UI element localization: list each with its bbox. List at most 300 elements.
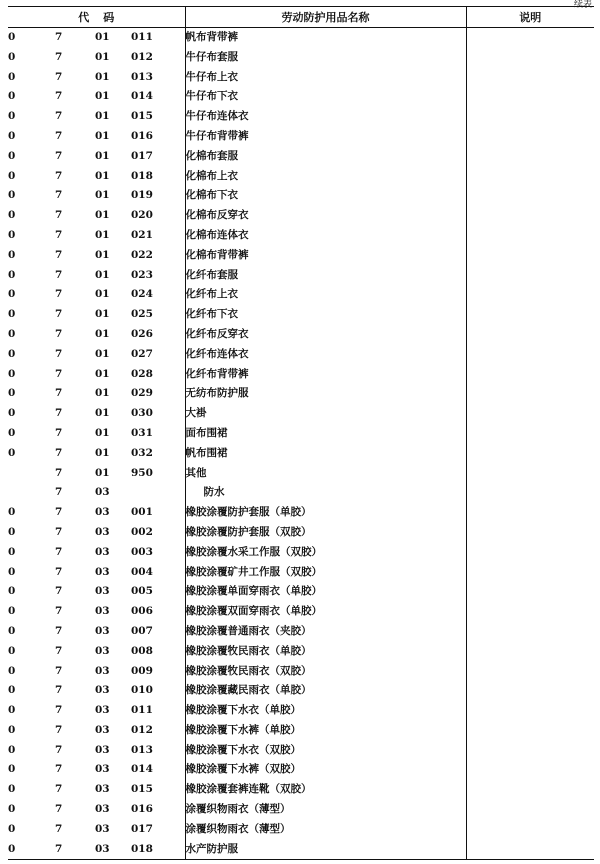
product-name: 化棉布上衣 xyxy=(185,167,466,187)
continued-mark: 续表 xyxy=(573,0,592,10)
code-group: 01 xyxy=(95,110,110,123)
code-digit-2: 7 xyxy=(55,31,63,43)
header-note: 说明 xyxy=(466,7,594,28)
table-row xyxy=(8,107,594,127)
code-digit-1: 0 xyxy=(8,248,16,261)
product-name: 涂覆织物雨衣（薄型） xyxy=(185,820,466,840)
code-group: 03 xyxy=(95,822,110,835)
code-digit-2: 7 xyxy=(55,486,63,499)
code-digit-1: 0 xyxy=(8,664,16,677)
note-cell xyxy=(466,384,594,404)
table-row xyxy=(8,28,594,48)
product-name: 帆布背带裤 xyxy=(185,28,466,48)
code-item: 014 xyxy=(131,87,185,107)
product-name: 牛仔布背带裤 xyxy=(185,127,466,147)
table-row xyxy=(8,206,594,226)
code-group: 01 xyxy=(95,446,110,459)
code-digit-2: 7 xyxy=(55,90,63,103)
code-table xyxy=(8,6,594,860)
code-item: 009 xyxy=(131,662,185,682)
code-digit-2: 7 xyxy=(55,288,63,301)
code-digit-2: 7 xyxy=(55,565,63,578)
code-group: 01 xyxy=(95,90,110,103)
code-digit-1: 0 xyxy=(8,50,16,63)
product-name: 橡胶涂覆下水衣（单胶） xyxy=(185,701,466,721)
code-item: 007 xyxy=(131,622,185,642)
note-cell xyxy=(466,127,594,147)
code-digit-2: 7 xyxy=(55,248,63,261)
code-digit-2: 7 xyxy=(55,387,63,400)
code-digit-1: 0 xyxy=(8,763,16,776)
product-name: 橡胶涂覆水采工作服（双胶） xyxy=(185,543,466,563)
code-group: 03 xyxy=(95,684,110,697)
code-digit-1: 0 xyxy=(8,585,16,598)
code-digit-2: 7 xyxy=(55,783,63,796)
code-digit-2: 7 xyxy=(55,327,63,340)
table-row xyxy=(8,87,594,107)
table-header-row xyxy=(8,7,594,28)
code-group: 01 xyxy=(95,31,110,43)
table-row xyxy=(8,444,594,464)
code-item: 017 xyxy=(131,147,185,167)
code-item: 016 xyxy=(131,800,185,820)
code-group: 01 xyxy=(95,50,110,63)
code-digit-1: 0 xyxy=(8,545,16,558)
code-item: 022 xyxy=(131,246,185,266)
code-group: 01 xyxy=(95,268,110,281)
code-item: 010 xyxy=(131,681,185,701)
code-group: 01 xyxy=(95,129,110,142)
product-name: 水产防护服 xyxy=(185,840,466,860)
code-digit-2: 7 xyxy=(55,684,63,697)
table-row xyxy=(8,602,594,622)
code-digit-2: 7 xyxy=(55,525,63,538)
code-digit-2: 7 xyxy=(55,605,63,618)
code-digit-1: 0 xyxy=(8,605,16,618)
header-code: 代码 xyxy=(8,7,185,28)
code-digit-2: 7 xyxy=(55,763,63,776)
note-cell xyxy=(466,464,594,484)
product-name: 牛仔布下衣 xyxy=(185,87,466,107)
note-cell xyxy=(466,820,594,840)
code-digit-1: 0 xyxy=(8,822,16,835)
code-group: 01 xyxy=(95,426,110,439)
code-group: 03 xyxy=(95,783,110,796)
product-name: 牛仔布上衣 xyxy=(185,68,466,88)
code-item: 031 xyxy=(131,424,185,444)
code-item: 004 xyxy=(131,563,185,583)
table-row xyxy=(8,503,594,523)
code-item: 003 xyxy=(131,543,185,563)
code-item xyxy=(131,483,185,503)
code-group: 01 xyxy=(95,308,110,321)
code-digit-1: 0 xyxy=(8,110,16,123)
code-digit-2: 7 xyxy=(55,743,63,756)
product-name: 橡胶涂覆矿井工作服（双胶） xyxy=(185,563,466,583)
product-name: 橡胶涂覆防护套服（双胶） xyxy=(185,523,466,543)
code-digit-2: 7 xyxy=(55,822,63,835)
code-digit-1: 0 xyxy=(8,684,16,697)
code-digit-1: 0 xyxy=(8,803,16,816)
note-cell xyxy=(466,305,594,325)
code-item: 026 xyxy=(131,325,185,345)
table-row xyxy=(8,48,594,68)
code-group: 01 xyxy=(95,288,110,301)
product-name: 化纤布套服 xyxy=(185,266,466,286)
product-name: 帆布围裙 xyxy=(185,444,466,464)
code-group: 01 xyxy=(95,347,110,360)
product-name: 牛仔布套服 xyxy=(185,48,466,68)
code-digit-2: 7 xyxy=(55,407,63,420)
table-row xyxy=(8,345,594,365)
code-digit-1: 0 xyxy=(8,209,16,222)
product-name: 大褂 xyxy=(185,404,466,424)
code-digit-1 xyxy=(8,483,55,503)
code-group: 03 xyxy=(95,506,110,519)
code-group: 03 xyxy=(95,585,110,598)
code-item: 019 xyxy=(131,186,185,206)
note-cell xyxy=(466,681,594,701)
code-item: 014 xyxy=(131,760,185,780)
code-group: 03 xyxy=(95,743,110,756)
note-cell xyxy=(466,325,594,345)
table-row xyxy=(8,662,594,682)
code-digit-1: 0 xyxy=(8,347,16,360)
code-digit-1: 0 xyxy=(8,90,16,103)
table-row xyxy=(8,325,594,345)
code-item: 015 xyxy=(131,107,185,127)
note-cell xyxy=(466,622,594,642)
note-cell xyxy=(466,444,594,464)
table-row xyxy=(8,582,594,602)
code-digit-2: 7 xyxy=(55,426,63,439)
code-item: 017 xyxy=(131,820,185,840)
code-digit-2: 7 xyxy=(55,308,63,321)
code-item: 013 xyxy=(131,741,185,761)
code-digit-2: 7 xyxy=(55,803,63,816)
product-name: 橡胶涂覆下水衣（双胶） xyxy=(185,741,466,761)
table-row xyxy=(8,404,594,424)
table-row xyxy=(8,365,594,385)
product-name: 橡胶涂覆普通雨衣（夹胶） xyxy=(185,622,466,642)
code-group: 03 xyxy=(95,545,110,558)
note-cell xyxy=(466,28,594,48)
note-cell xyxy=(466,404,594,424)
code-digit-1: 0 xyxy=(8,149,16,162)
code-digit-1: 0 xyxy=(8,624,16,637)
note-cell xyxy=(466,780,594,800)
code-digit-1: 0 xyxy=(8,506,16,519)
code-item: 006 xyxy=(131,602,185,622)
product-name: 涂覆织物雨衣（薄型） xyxy=(185,800,466,820)
code-group: 01 xyxy=(95,209,110,222)
code-digit-1: 0 xyxy=(8,129,16,142)
code-item: 012 xyxy=(131,721,185,741)
note-cell xyxy=(466,107,594,127)
product-name: 化纤布反穿衣 xyxy=(185,325,466,345)
code-digit-1: 0 xyxy=(8,387,16,400)
note-cell xyxy=(466,760,594,780)
code-group: 01 xyxy=(95,189,110,202)
code-group: 03 xyxy=(95,644,110,657)
code-group: 01 xyxy=(95,248,110,261)
code-item: 029 xyxy=(131,384,185,404)
code-item: 018 xyxy=(131,167,185,187)
code-digit-2: 7 xyxy=(55,545,63,558)
table-row xyxy=(8,721,594,741)
product-name: 化棉布连体衣 xyxy=(185,226,466,246)
code-digit-1: 0 xyxy=(8,723,16,736)
note-cell xyxy=(466,543,594,563)
code-group: 01 xyxy=(95,387,110,400)
product-name: 橡胶涂覆牧民雨衣（双胶） xyxy=(185,662,466,682)
code-item: 032 xyxy=(131,444,185,464)
note-cell xyxy=(466,186,594,206)
code-digit-2: 7 xyxy=(55,367,63,380)
code-digit-2: 7 xyxy=(55,347,63,360)
note-cell xyxy=(466,424,594,444)
code-digit-2: 7 xyxy=(55,149,63,162)
code-item: 005 xyxy=(131,582,185,602)
product-name: 橡胶涂覆牧民雨衣（单胶） xyxy=(185,642,466,662)
product-name: 橡胶涂覆防护套服（单胶） xyxy=(185,503,466,523)
note-cell xyxy=(466,206,594,226)
code-group: 03 xyxy=(95,803,110,816)
code-digit-1: 0 xyxy=(8,288,16,301)
code-item: 012 xyxy=(131,48,185,68)
code-digit-2: 7 xyxy=(55,228,63,241)
code-digit-2: 7 xyxy=(55,624,63,637)
product-name: 化纤布背带裤 xyxy=(185,365,466,385)
code-group: 01 xyxy=(95,149,110,162)
code-digit-1: 0 xyxy=(8,327,16,340)
note-cell xyxy=(466,48,594,68)
product-name: 牛仔布连体衣 xyxy=(185,107,466,127)
table-row xyxy=(8,681,594,701)
note-cell xyxy=(466,602,594,622)
code-digit-1: 0 xyxy=(8,70,16,83)
table-row xyxy=(8,622,594,642)
code-item: 011 xyxy=(131,701,185,721)
note-cell xyxy=(466,147,594,167)
code-item: 020 xyxy=(131,206,185,226)
code-digit-1: 0 xyxy=(8,446,16,459)
note-cell xyxy=(466,563,594,583)
table-row xyxy=(8,741,594,761)
code-item: 011 xyxy=(131,28,185,48)
note-cell xyxy=(466,741,594,761)
product-name: 防水 xyxy=(185,483,466,503)
code-digit-2: 7 xyxy=(55,209,63,222)
code-item: 023 xyxy=(131,266,185,286)
code-digit-1: 0 xyxy=(8,31,16,43)
note-cell xyxy=(466,246,594,266)
note-cell xyxy=(466,701,594,721)
code-group: 03 xyxy=(95,605,110,618)
table-row xyxy=(8,840,594,860)
note-cell xyxy=(466,266,594,286)
table-row xyxy=(8,642,594,662)
code-group: 01 xyxy=(95,327,110,340)
code-digit-2: 7 xyxy=(55,189,63,202)
table-row xyxy=(8,186,594,206)
code-digit-1: 0 xyxy=(8,169,16,182)
table-body xyxy=(8,28,594,860)
table-row xyxy=(8,127,594,147)
header-name: 劳动防护用品名称 xyxy=(185,7,466,28)
code-digit-1: 0 xyxy=(8,644,16,657)
code-group: 01 xyxy=(95,407,110,420)
note-cell xyxy=(466,87,594,107)
table-row xyxy=(8,760,594,780)
note-cell xyxy=(466,167,594,187)
code-digit-1: 0 xyxy=(8,308,16,321)
product-name: 化纤布上衣 xyxy=(185,285,466,305)
code-item: 950 xyxy=(131,464,185,484)
table-row xyxy=(8,464,594,484)
code-digit-1: 0 xyxy=(8,743,16,756)
note-cell xyxy=(466,523,594,543)
table-row xyxy=(8,543,594,563)
code-digit-1: 0 xyxy=(8,525,16,538)
product-name: 化棉布下衣 xyxy=(185,186,466,206)
code-item: 002 xyxy=(131,523,185,543)
table-row xyxy=(8,483,594,503)
table-row xyxy=(8,701,594,721)
code-group: 01 xyxy=(95,367,110,380)
code-digit-1: 0 xyxy=(8,565,16,578)
code-digit-1: 0 xyxy=(8,268,16,281)
code-item: 001 xyxy=(131,503,185,523)
table-row xyxy=(8,780,594,800)
code-group: 03 xyxy=(95,704,110,717)
code-digit-2: 7 xyxy=(55,466,63,479)
code-group: 03 xyxy=(95,664,110,677)
table-row xyxy=(8,167,594,187)
code-digit-2: 7 xyxy=(55,268,63,281)
product-name: 橡胶涂覆双面穿雨衣（单胶） xyxy=(185,602,466,622)
code-item: 028 xyxy=(131,365,185,385)
code-group: 01 xyxy=(95,228,110,241)
note-cell xyxy=(466,642,594,662)
code-digit-2: 7 xyxy=(55,169,63,182)
code-group: 01 xyxy=(95,70,110,83)
product-name: 化纤布连体衣 xyxy=(185,345,466,365)
table-row xyxy=(8,246,594,266)
code-group: 03 xyxy=(95,565,110,578)
code-item: 024 xyxy=(131,285,185,305)
code-digit-1: 0 xyxy=(8,783,16,796)
product-name: 橡胶涂覆藏民雨衣（单胶） xyxy=(185,681,466,701)
code-digit-2: 7 xyxy=(55,446,63,459)
code-item: 021 xyxy=(131,226,185,246)
product-name: 橡胶涂覆下水裤（单胶） xyxy=(185,721,466,741)
code-item: 018 xyxy=(131,840,185,860)
note-cell xyxy=(466,483,594,503)
code-item: 008 xyxy=(131,642,185,662)
code-digit-2: 7 xyxy=(55,585,63,598)
code-digit-2: 7 xyxy=(55,644,63,657)
code-digit-2: 7 xyxy=(55,110,63,123)
product-name: 化棉布背带裤 xyxy=(185,246,466,266)
table-row xyxy=(8,266,594,286)
code-digit-2: 7 xyxy=(55,723,63,736)
table-row xyxy=(8,226,594,246)
code-digit-1: 0 xyxy=(8,189,16,202)
table-row xyxy=(8,563,594,583)
code-group: 03 xyxy=(95,525,110,538)
note-cell xyxy=(466,840,594,860)
code-group: 03 xyxy=(95,723,110,736)
table-row xyxy=(8,68,594,88)
note-cell xyxy=(466,365,594,385)
code-digit-1 xyxy=(8,464,55,484)
table-row xyxy=(8,305,594,325)
code-digit-1: 0 xyxy=(8,407,16,420)
code-digit-2: 7 xyxy=(55,129,63,142)
table-row xyxy=(8,800,594,820)
code-digit-2: 7 xyxy=(55,50,63,63)
code-digit-2: 7 xyxy=(55,664,63,677)
table-row xyxy=(8,285,594,305)
code-digit-2: 7 xyxy=(55,70,63,83)
product-name: 化纤布下衣 xyxy=(185,305,466,325)
product-name: 面布围裙 xyxy=(185,424,466,444)
note-cell xyxy=(466,800,594,820)
product-name: 化棉布套服 xyxy=(185,147,466,167)
product-name: 无纺布防护服 xyxy=(185,384,466,404)
note-cell xyxy=(466,68,594,88)
note-cell xyxy=(466,226,594,246)
product-name: 橡胶涂覆下水裤（双胶） xyxy=(185,760,466,780)
code-group: 03 xyxy=(95,624,110,637)
code-digit-1: 0 xyxy=(8,228,16,241)
product-name: 橡胶涂覆套裤连靴（双胶） xyxy=(185,780,466,800)
code-digit-2: 7 xyxy=(55,704,63,717)
code-item: 030 xyxy=(131,404,185,424)
code-digit-1: 0 xyxy=(8,367,16,380)
code-item: 013 xyxy=(131,68,185,88)
product-name: 其他 xyxy=(185,464,466,484)
note-cell xyxy=(466,721,594,741)
note-cell xyxy=(466,503,594,523)
note-cell xyxy=(466,285,594,305)
code-item: 016 xyxy=(131,127,185,147)
note-cell xyxy=(466,662,594,682)
note-cell xyxy=(466,345,594,365)
code-digit-1: 0 xyxy=(8,840,55,860)
code-item: 027 xyxy=(131,345,185,365)
code-digit-1: 0 xyxy=(8,426,16,439)
table-row xyxy=(8,147,594,167)
table-row xyxy=(8,384,594,404)
code-item: 015 xyxy=(131,780,185,800)
note-cell xyxy=(466,582,594,602)
table-row xyxy=(8,820,594,840)
table-row xyxy=(8,523,594,543)
code-digit-2: 7 xyxy=(55,506,63,519)
code-item: 025 xyxy=(131,305,185,325)
code-group: 01 xyxy=(95,466,110,479)
product-name: 化棉布反穿衣 xyxy=(185,206,466,226)
code-digit-1: 0 xyxy=(8,704,16,717)
code-group: 03 xyxy=(95,840,131,860)
code-group: 03 xyxy=(95,486,110,499)
product-name: 橡胶涂覆单面穿雨衣（单胶） xyxy=(185,582,466,602)
code-group: 01 xyxy=(95,169,110,182)
code-digit-2: 7 xyxy=(55,840,95,860)
table-row xyxy=(8,424,594,444)
